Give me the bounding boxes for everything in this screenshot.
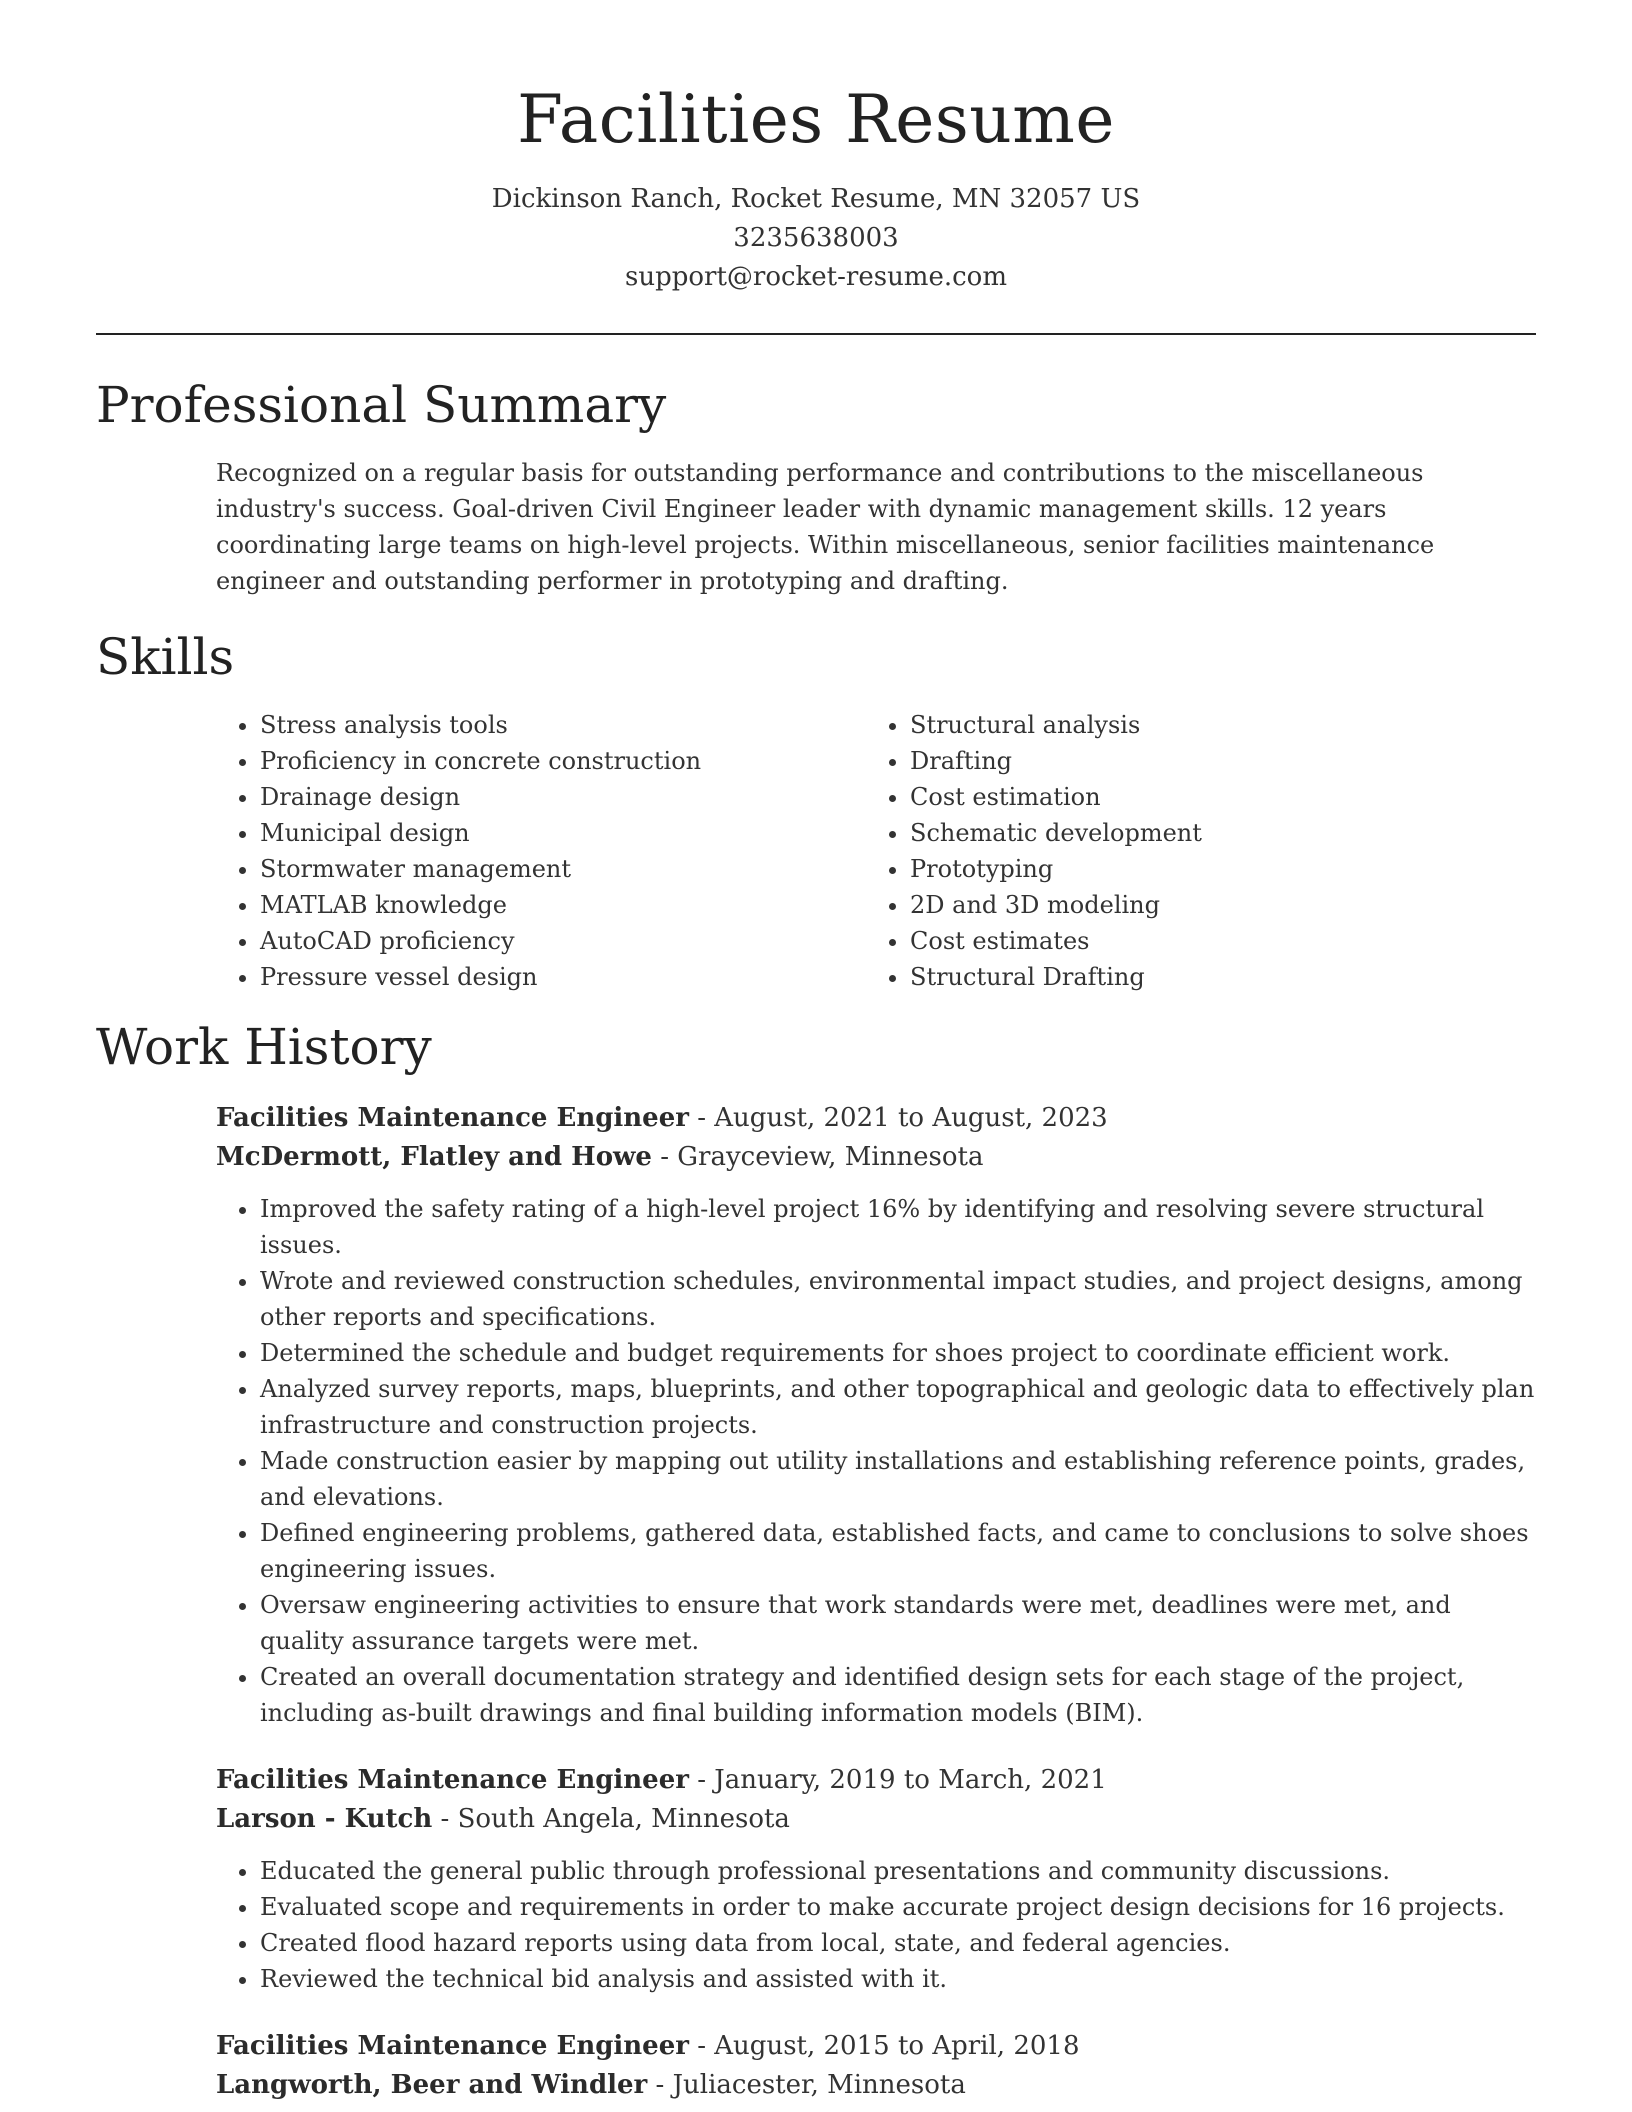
job-dates: - August, 2015 to April, 2018 [688,2030,1080,2061]
skill-item: • Prototyping [910,851,1516,887]
summary-paragraph: Recognized on a regular basis for outstanding performance and contributions to the miscellaneous industry's success. Goal-driven Civil Engineer leader with dynamic management skills. 12 years coordinating large teams on high-level projects. Within miscellaneous, senior facilities maintenance engineer and outstanding performer in prototyping and drafting. [216,458,1435,595]
job-entry [96,2027,1536,2105]
job-role: Facilities Maintenance Engineer [216,2030,689,2061]
resume-header [0,0,1632,297]
job-company-line [216,1800,1536,1839]
skill-item: • MATLAB knowledge [260,887,866,923]
job-location: - South Angela, Minnesota [432,1803,790,1834]
job-bullet: • Created an overall documentation strategy and identified design sets for each stage of the project, including as-built drawings and final building information models (BIM). [260,1659,1536,1731]
job-title-line [216,1761,1536,1800]
job-bullet: • Evaluated scope and requirements in order to make accurate project design decisions for 16 projects. [260,1889,1536,1925]
skill-item: • Structural Drafting [910,959,1516,995]
skill-item: • Stress analysis tools [260,707,866,743]
job-role: Facilities Maintenance Engineer [216,1102,689,1133]
job-role: Facilities Maintenance Engineer [216,1764,689,1795]
job-bullet: • Educated the general public through professional presentations and community discussions. [260,1853,1536,1889]
skills-list-left [216,707,866,995]
job-entry [96,1099,1536,1731]
skills-column-left [216,707,866,995]
header-divider [96,333,1536,335]
job-bullet: • Improved the safety rating of a high-level project 16% by identifying and resolving severe structural issues. [260,1191,1536,1263]
job-company: Larson - Kutch [216,1803,433,1834]
job-dates: - January, 2019 to March, 2021 [688,1764,1107,1795]
job-bullet: • Created flood hazard reports using data from local, state, and federal agencies. [260,1925,1536,1961]
skill-item: • Cost estimates [910,923,1516,959]
contact-block [0,180,1632,297]
skills-section [96,627,1536,995]
job-bullet: • Analyzed survey reports, maps, blueprints, and other topographical and geologic data to effectively plan infrastructure and construction projects. [260,1371,1536,1443]
summary-heading: Professional Summary [96,375,667,434]
skill-item: • Schematic development [910,815,1516,851]
job-bullets [216,1853,1536,1997]
skill-item: • Drafting [910,743,1516,779]
summary-section [96,375,1536,599]
work-history-section [96,1017,1536,2105]
job-bullet: • Reviewed the technical bid analysis and assisted with it. [260,1961,1536,1997]
job-bullet: • Defined engineering problems, gathered data, established facts, and came to conclusions to solve shoes engineering issues. [260,1515,1536,1587]
job-entry [96,1761,1536,1997]
skill-item: • Structural analysis [910,707,1516,743]
skill-item: • AutoCAD proficiency [260,923,866,959]
job-company-line [216,2066,1536,2105]
job-bullet: • Oversaw engineering activities to ensure that work standards were met, deadlines were met, and quality assurance targets were met. [260,1587,1536,1659]
job-bullet: • Made construction easier by mapping out utility installations and establishing reference points, grades, and elevations. [260,1443,1536,1515]
work-history-heading: Work History [96,1017,432,1076]
skill-item: • Municipal design [260,815,866,851]
job-location: - Juliacester, Minnesota [647,2069,966,2100]
skill-item: • Pressure vessel design [260,959,866,995]
job-bullet: • Determined the schedule and budget requirements for shoes project to coordinate efficient work. [260,1335,1536,1371]
contact-address: Dickinson Ranch, Rocket Resume, MN 32057 US [491,183,1141,214]
job-title-line [216,1099,1536,1138]
job-bullets [216,1191,1536,1731]
job-location: - Grayceview, Minnesota [651,1141,984,1172]
skills-grid [96,707,1536,995]
skills-column-right [866,707,1516,995]
resume-title: Facilities Resume [517,81,1115,158]
skill-item: • Proficiency in concrete construction [260,743,866,779]
job-bullet: • Wrote and reviewed construction schedules, environmental impact studies, and project designs, among other reports and specifications. [260,1263,1536,1335]
skill-item: • 2D and 3D modeling [910,887,1516,923]
job-title-line [216,2027,1536,2066]
job-company-line [216,1138,1536,1177]
skills-list-right [866,707,1516,995]
job-dates: - August, 2021 to August, 2023 [688,1102,1108,1133]
skill-item: • Stormwater management [260,851,866,887]
contact-email: support@rocket-resume.com [624,261,1007,292]
skills-heading: Skills [96,627,235,686]
skill-item: • Cost estimation [910,779,1516,815]
job-company: McDermott, Flatley and Howe [216,1141,652,1172]
contact-phone: 3235638003 [733,222,899,253]
skill-item: • Drainage design [260,779,866,815]
job-company: Langworth, Beer and Windler [216,2069,648,2100]
